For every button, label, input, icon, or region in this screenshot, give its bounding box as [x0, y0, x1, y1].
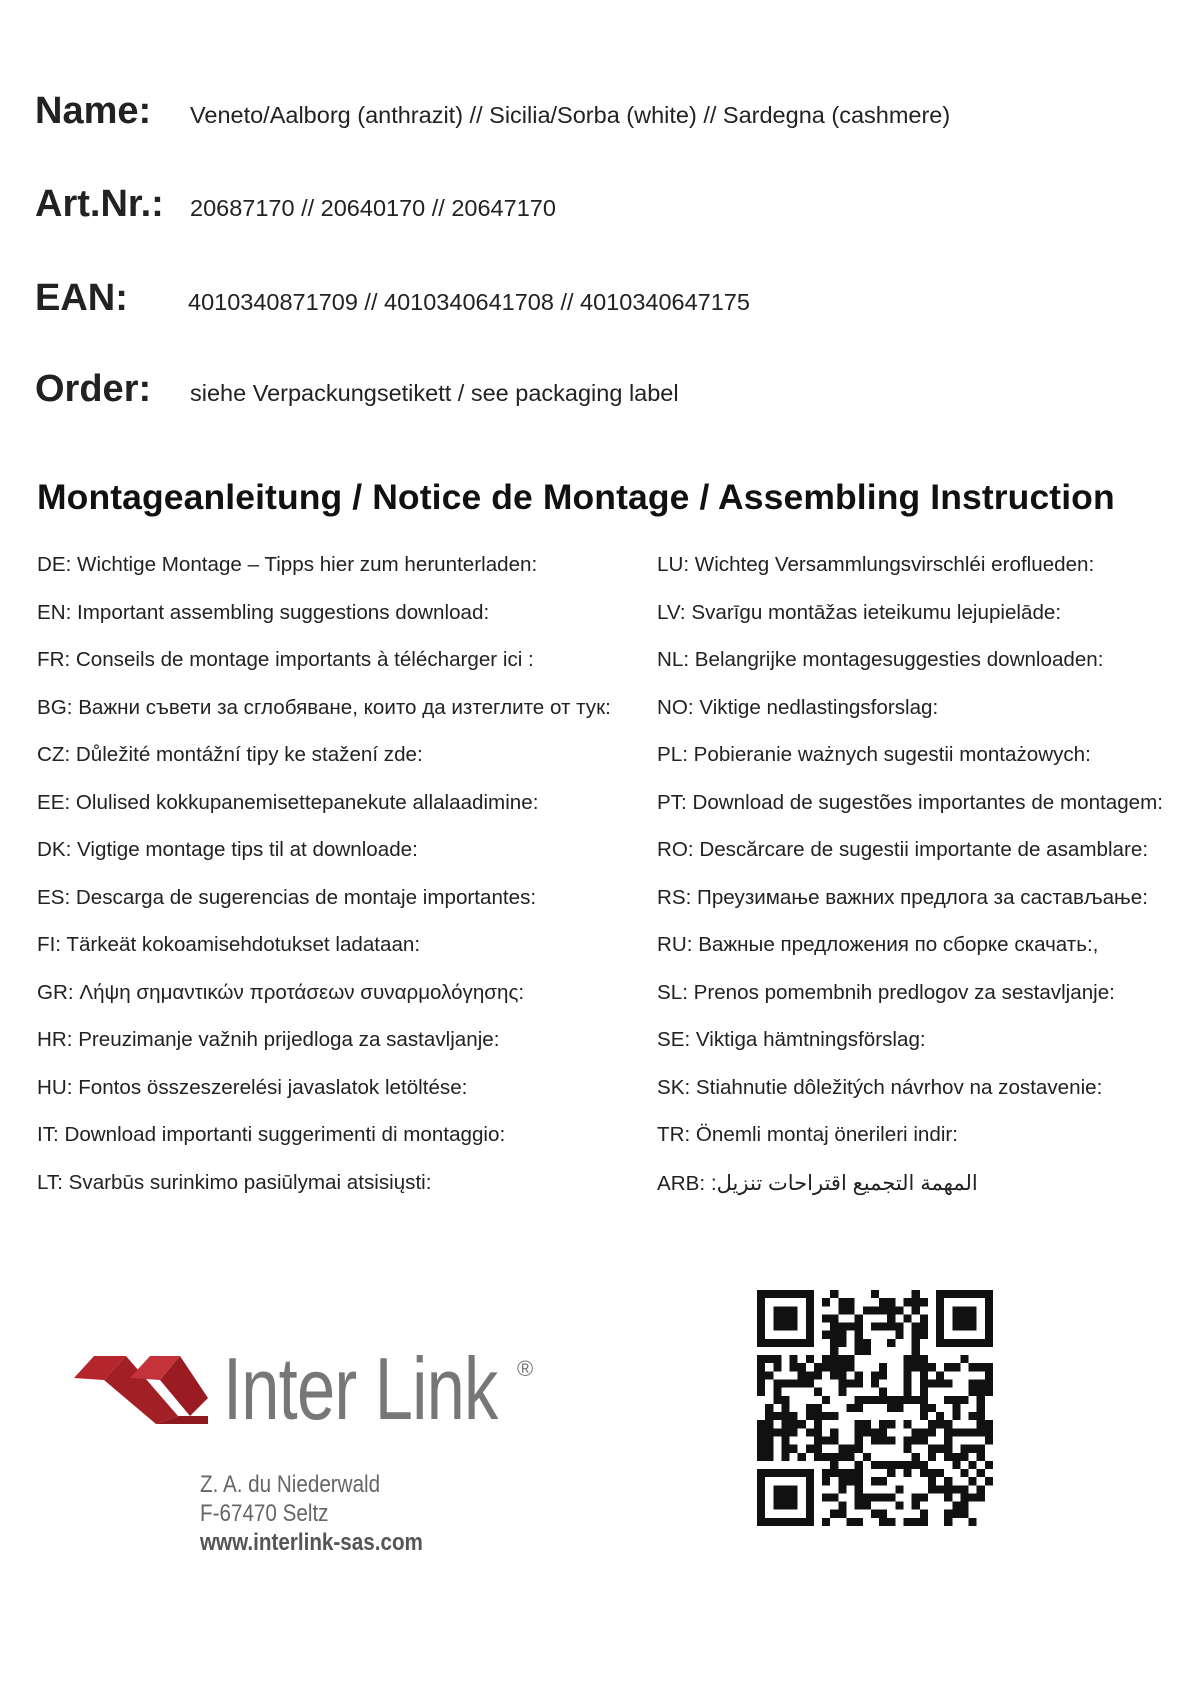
ean-label: EAN:	[35, 277, 128, 319]
language-item-hu: HU: Fontos összeszerelési javaslatok letöltése:	[37, 1075, 468, 1099]
language-item-se: SE: Viktiga hämtningsförslag:	[657, 1028, 926, 1051]
language-item-en: EN: Important assembling suggestions download:	[37, 600, 490, 624]
language-item-sl: SL: Prenos pomembnih predlogov za sestavljanje:	[657, 980, 1115, 1004]
language-item-bg: BG: Важни съвети за сглобяване, които да изтеглите от тук:	[37, 695, 611, 719]
language-item-lv: LV: Svarīgu montāžas ieteikumu lejupielāde:	[657, 600, 1062, 624]
article-number-label: Art.Nr.:	[35, 183, 164, 225]
language-item-gr: GR: Λήψη σημαντικών προτάσεων συναρμολόγησης:	[37, 980, 525, 1004]
website-link[interactable]: www.interlink-sas.com	[200, 1529, 423, 1556]
language-item-ee: EE: Olulised kokkupanemisettepanekute allalaadimine:	[37, 790, 539, 814]
order-field	[35, 368, 679, 411]
instructions-heading: Montageanleitung / Notice de Montage / Assembling Instruction	[37, 477, 1115, 517]
language-item-es: ES: Descarga de sugerencias de montaje importantes:	[37, 885, 537, 909]
language-item-dk: DK: Vigtige montage tips til at downloade:	[37, 838, 418, 861]
language-item-de: DE: Wichtige Montage – Tipps hier zum herunterladen:	[37, 553, 538, 576]
name-label: Name:	[35, 90, 152, 132]
language-item-lu: LU: Wichteg Versammlungsvirschléi eroflueden:	[657, 553, 1095, 576]
language-item-arb	[657, 1171, 1163, 1219]
registered-mark: ®	[517, 1356, 534, 1381]
address-line-1: Z. A. du Niederwald	[200, 1471, 381, 1498]
qr-code-icon[interactable]	[757, 1290, 993, 1526]
article-number-value: 20687170 // 20640170 // 20647170	[190, 195, 556, 221]
order-value: siehe Verpackungsetikett / see packaging label	[190, 380, 679, 406]
language-item-sk: SK: Stiahnutie dôležitých návrhov na zostavenie:	[657, 1075, 1103, 1099]
brand-name: Inter Link	[223, 1339, 498, 1438]
language-item-fi: FI: Tärkeät kokoamisehdotukset ladataan:	[37, 933, 421, 956]
language-item-hr: HR: Preuzimanje važnih prijedloga za sastavljanje:	[37, 1028, 500, 1051]
language-item-cz: CZ: Důležité montážní tipy ke stažení zde:	[37, 743, 423, 766]
address-line-2: F-67470 Seltz	[200, 1500, 329, 1527]
ean-field	[35, 277, 750, 320]
language-list-right	[657, 553, 1163, 1218]
language-item-rs: RS: Преузимање важних предлога за састављање:	[657, 885, 1148, 909]
language-item-pt: PT: Download de sugestões importantes de montagem:	[657, 790, 1163, 814]
language-item-ro: RO: Descărcare de sugestii importante de asamblare:	[657, 838, 1149, 861]
language-item-nl: NL: Belangrijke montagesuggesties downloaden:	[657, 648, 1104, 671]
language-item-fr: FR: Conseils de montage importants à télécharger ici :	[37, 648, 534, 671]
name-field	[35, 90, 950, 133]
language-item-pl: PL: Pobieranie ważnych sugestii montażowych:	[657, 743, 1091, 766]
language-list-left	[37, 553, 611, 1218]
language-item-tr: TR: Önemli montaj önerileri indir:	[657, 1123, 958, 1146]
language-item-lt: LT: Svarbūs surinkimo pasiūlymai atsisiųsti:	[37, 1170, 432, 1194]
language-item-it: IT: Download importanti suggerimenti di montaggio:	[37, 1123, 506, 1146]
name-value: Veneto/Aalborg (anthrazit) // Sicilia/Sorba (white) // Sardegna (cashmere)	[190, 102, 951, 128]
arb-code: ARB:	[657, 1171, 706, 1195]
article-number-field	[35, 183, 556, 226]
order-label: Order:	[35, 368, 152, 410]
inter-link-logo-icon	[74, 1356, 208, 1424]
company-address	[200, 1471, 459, 1558]
arb-text: المهمة التجميع اقتراحات تنزيل:	[710, 1171, 978, 1195]
language-item-ru: RU: Важные предложения по сборке скачать:,	[657, 933, 1099, 956]
language-item-no: NO: Viktige nedlastingsforslag:	[657, 695, 939, 719]
ean-value: 4010340871709 // 4010340641708 // 4010340647175	[188, 289, 750, 315]
